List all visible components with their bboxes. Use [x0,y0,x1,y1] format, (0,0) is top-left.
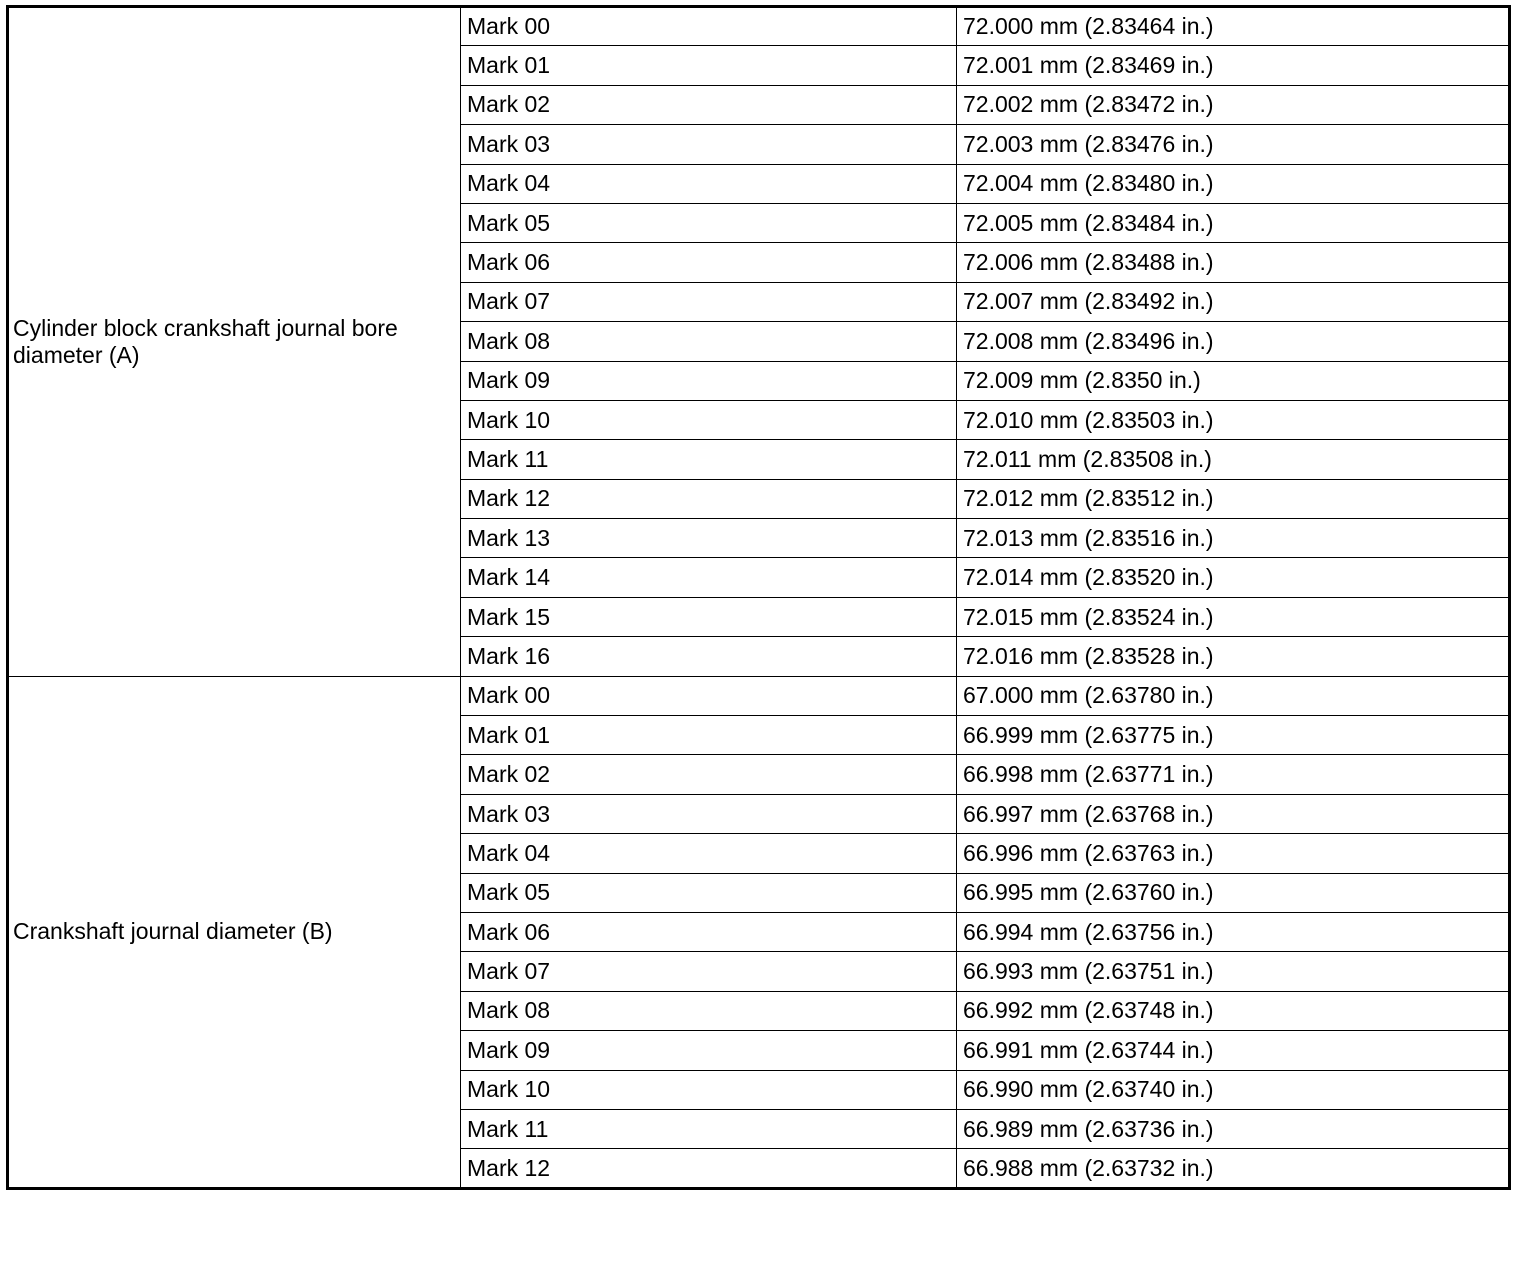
value-cell: 72.011 mm (2.83508 in.) [957,440,1510,479]
mark-cell: Mark 12 [461,479,957,518]
mark-cell: Mark 07 [461,952,957,991]
value-cell: 72.000 mm (2.83464 in.) [957,7,1510,46]
value-cell: 66.998 mm (2.63771 in.) [957,755,1510,794]
value-cell: 66.999 mm (2.63775 in.) [957,716,1510,755]
value-cell: 72.003 mm (2.83476 in.) [957,125,1510,164]
spec-table [6,5,1511,1190]
mark-cell: Mark 07 [461,282,957,321]
mark-cell: Mark 01 [461,716,957,755]
mark-cell: Mark 10 [461,1070,957,1109]
mark-cell: Mark 09 [461,1031,957,1070]
value-cell: 72.012 mm (2.83512 in.) [957,479,1510,518]
table-row [8,676,1510,715]
value-cell: 72.001 mm (2.83469 in.) [957,46,1510,85]
mark-cell: Mark 06 [461,243,957,282]
value-cell: 66.994 mm (2.63756 in.) [957,912,1510,951]
value-cell: 66.988 mm (2.63732 in.) [957,1149,1510,1188]
value-cell: 67.000 mm (2.63780 in.) [957,676,1510,715]
mark-cell: Mark 14 [461,558,957,597]
value-cell: 72.015 mm (2.83524 in.) [957,597,1510,636]
value-cell: 66.995 mm (2.63760 in.) [957,873,1510,912]
value-cell: 72.013 mm (2.83516 in.) [957,519,1510,558]
value-cell: 72.005 mm (2.83484 in.) [957,203,1510,242]
mark-cell: Mark 05 [461,873,957,912]
measurement-label: Cylinder block crankshaft journal bore diameter (A) [8,7,461,677]
mark-cell: Mark 03 [461,794,957,833]
value-cell: 72.016 mm (2.83528 in.) [957,637,1510,676]
mark-cell: Mark 11 [461,440,957,479]
value-cell: 66.990 mm (2.63740 in.) [957,1070,1510,1109]
value-cell: 66.989 mm (2.63736 in.) [957,1109,1510,1148]
mark-cell: Mark 02 [461,755,957,794]
mark-cell: Mark 05 [461,203,957,242]
value-cell: 72.009 mm (2.8350 in.) [957,361,1510,400]
mark-cell: Mark 00 [461,7,957,46]
mark-cell: Mark 15 [461,597,957,636]
mark-cell: Mark 04 [461,164,957,203]
spec-table-body [8,7,1510,1189]
measurement-label: Crankshaft journal diameter (B) [8,676,461,1188]
mark-cell: Mark 06 [461,912,957,951]
value-cell: 66.996 mm (2.63763 in.) [957,834,1510,873]
value-cell: 72.008 mm (2.83496 in.) [957,322,1510,361]
mark-cell: Mark 00 [461,676,957,715]
mark-cell: Mark 03 [461,125,957,164]
mark-cell: Mark 01 [461,46,957,85]
mark-cell: Mark 04 [461,834,957,873]
value-cell: 66.997 mm (2.63768 in.) [957,794,1510,833]
mark-cell: Mark 09 [461,361,957,400]
value-cell: 72.014 mm (2.83520 in.) [957,558,1510,597]
value-cell: 72.006 mm (2.83488 in.) [957,243,1510,282]
mark-cell: Mark 10 [461,400,957,439]
table-row [8,7,1510,46]
value-cell: 72.004 mm (2.83480 in.) [957,164,1510,203]
mark-cell: Mark 12 [461,1149,957,1188]
value-cell: 72.010 mm (2.83503 in.) [957,400,1510,439]
value-cell: 66.991 mm (2.63744 in.) [957,1031,1510,1070]
value-cell: 72.002 mm (2.83472 in.) [957,85,1510,124]
value-cell: 72.007 mm (2.83492 in.) [957,282,1510,321]
mark-cell: Mark 11 [461,1109,957,1148]
mark-cell: Mark 02 [461,85,957,124]
mark-cell: Mark 08 [461,991,957,1030]
mark-cell: Mark 13 [461,519,957,558]
mark-cell: Mark 08 [461,322,957,361]
mark-cell: Mark 16 [461,637,957,676]
value-cell: 66.992 mm (2.63748 in.) [957,991,1510,1030]
value-cell: 66.993 mm (2.63751 in.) [957,952,1510,991]
